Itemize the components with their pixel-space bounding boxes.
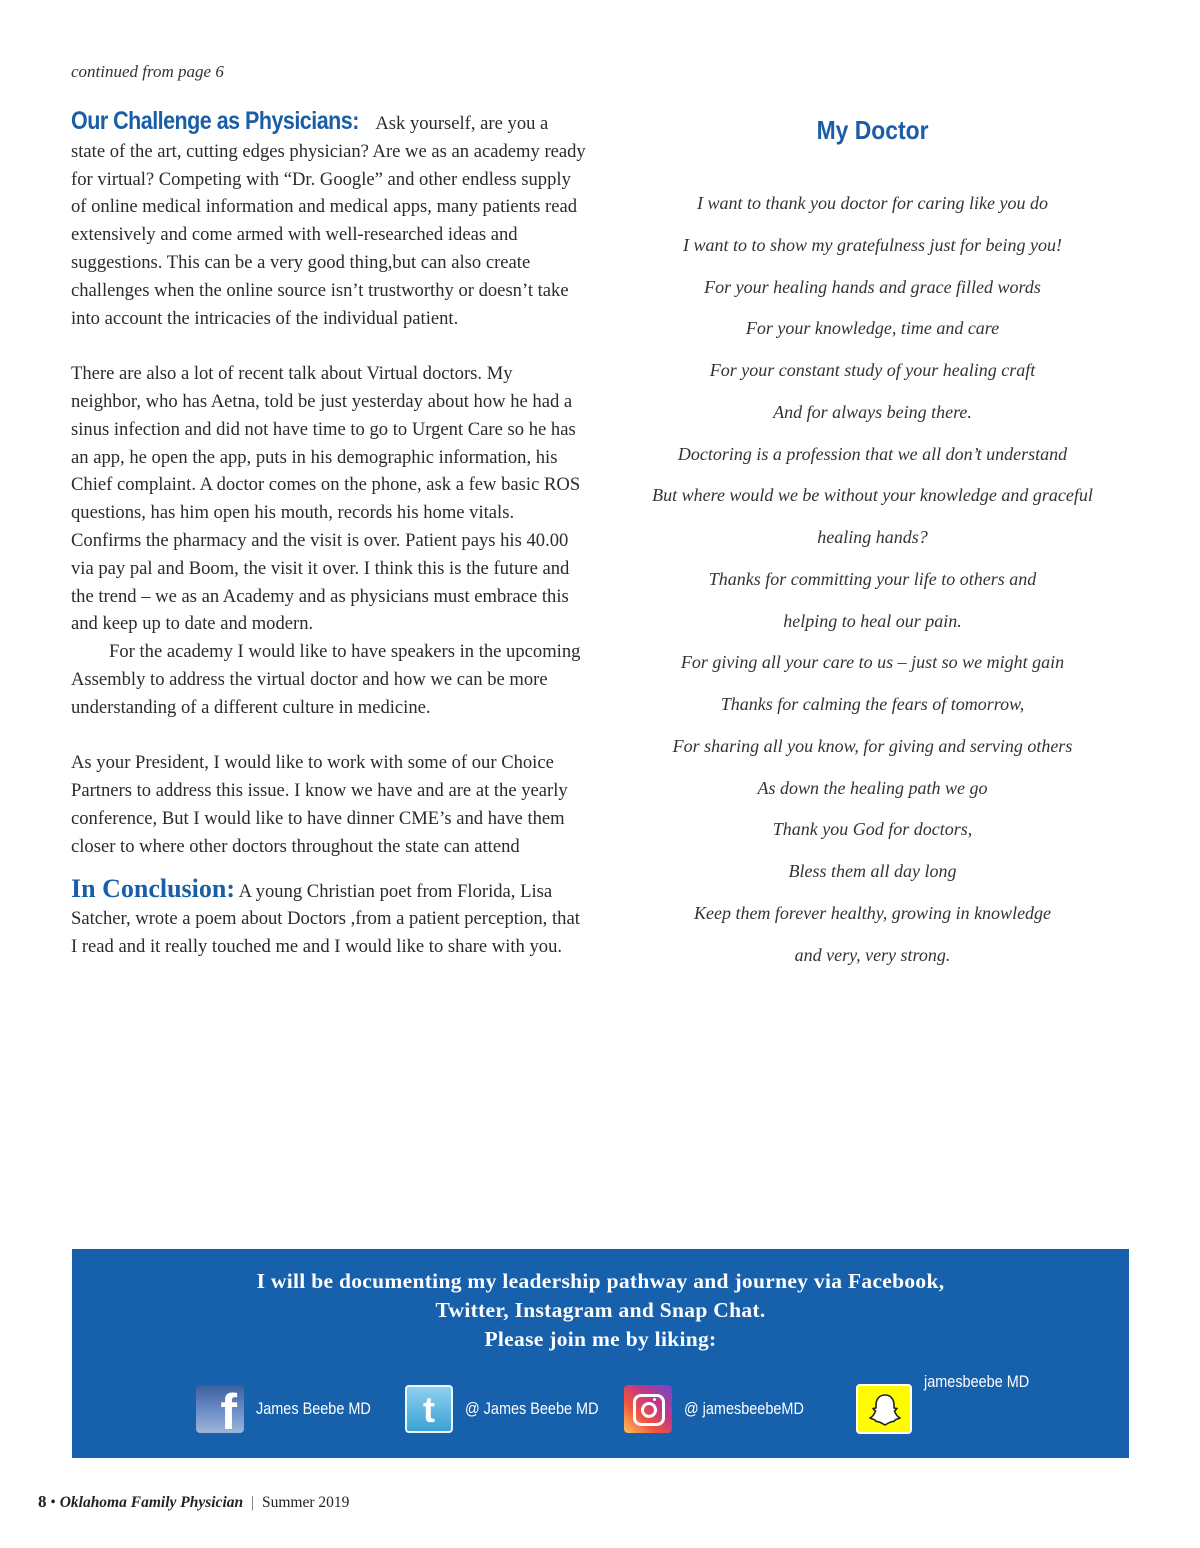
challenge-paragraph: [71, 108, 586, 332]
poem-line: Thank you God for doctors,: [772, 819, 973, 840]
issue-date: Summer 2019: [261, 1494, 350, 1511]
conclusion-heading: In Conclusion:: [71, 873, 235, 903]
poem-line: For your knowledge, time and care: [745, 318, 1000, 339]
conclusion-text: A young Christian poet from Florida, Lisa Satcher, wrote a poem about Doctors ,from a patient perception, that I read and it really touched me and I would like to share with you.: [71, 880, 580, 958]
banner-line: Twitter, Instagram and Snap Chat.: [435, 1298, 766, 1322]
poem-line: helping to heal our pain.: [783, 610, 962, 631]
poem-title: My Doctor: [816, 115, 929, 145]
twitter-link[interactable]: [405, 1384, 622, 1434]
poem-line: For your healing hands and grace filled words: [704, 276, 1041, 297]
poem-line: But where would we be without your knowledge and graceful: [652, 485, 1093, 506]
facebook-handle: James Beebe MD: [256, 1399, 371, 1418]
footer-separator: |: [251, 1494, 255, 1511]
social-banner: [72, 1249, 1129, 1458]
instagram-link[interactable]: [624, 1384, 825, 1434]
instagram-handle: @ jamesbeebeMD: [684, 1399, 804, 1418]
challenge-text: Ask yourself, are you a state of the art, cutting edges physician? Are we as an academy ready for virtual? Competing with “Dr. Google” and other endless supply of online medical information and medical apps, many patients read extensively and come armed with well-researched ideas and suggestions. This can be a very good thing,but can also create challenges when the online source isn’t trustworthy or doesn’t take into account the intricacies of the individual patient.: [71, 113, 586, 329]
facebook-icon: f: [196, 1385, 244, 1433]
challenge-heading: Our Challenge as Physicians:: [71, 107, 359, 135]
twitter-handle: @ James Beebe MD: [465, 1399, 599, 1418]
conclusion-paragraph: [71, 875, 586, 961]
assembly-paragraph: For the academy I would like to have speakers in the upcoming Assembly to address the virtual doctor and how we can be more understanding of a different culture in medicine.: [71, 641, 581, 718]
continued-note: continued from page 6: [71, 62, 224, 81]
poem-line: As down the healing path we go: [757, 777, 988, 798]
publication-name: Oklahoma Family Physician: [59, 1494, 244, 1511]
poem-line: Thanks for calming the fears of tomorrow,: [720, 694, 1025, 714]
banner-line: I will be documenting my leadership pathway and journey via Facebook,: [256, 1269, 945, 1293]
poem: [620, 115, 1125, 986]
article-column: [71, 108, 586, 961]
footer-bullet: •: [50, 1494, 56, 1511]
twitter-icon: t: [405, 1385, 453, 1433]
poem-line: Thanks for committing your life to others and: [708, 568, 1037, 589]
poem-line: For your constant study of your healing craft: [709, 360, 1036, 380]
poem-line: Bless them all day long: [788, 861, 957, 881]
snapchat-icon: [856, 1384, 912, 1434]
banner-text: [72, 1267, 1129, 1354]
poem-lines: [620, 193, 1125, 986]
poem-line: And for always being there.: [773, 401, 972, 422]
facebook-link[interactable]: [196, 1384, 391, 1440]
poem-line: and very, very strong.: [794, 944, 951, 965]
president-paragraph: As your President, I would like to work with some of our Choice Partners to address this issue. I know we have and are at the yearly conference, But I would like to have dinner CME’s and have them closer to where other doctors throughout the state can attend: [71, 752, 568, 857]
poem-line: I want to to show my gratefulness just for being you!: [683, 234, 1062, 255]
banner-line: Please join me by liking:: [484, 1327, 717, 1351]
poem-line: For sharing all you know, for giving and serving others: [672, 735, 1073, 756]
instagram-icon: [624, 1385, 672, 1433]
poem-line: Doctoring is a profession that we all don’t understand: [677, 443, 1068, 464]
poem-line: For giving all your care to us – just so we might gain: [680, 652, 1065, 673]
poem-line: healing hands?: [817, 527, 928, 547]
page-footer: [38, 1492, 349, 1512]
page-number: 8: [38, 1492, 47, 1511]
poem-line: I want to thank you doctor for caring like you do: [697, 193, 1048, 213]
snapchat-link[interactable]: [856, 1372, 1048, 1434]
virtual-doctors-paragraph: There are also a lot of recent talk about Virtual doctors. My neighbor, who has Aetna, told be just yesterday about how he had a sinus infection and did not have time to go to Urgent Care so he has an app, he open the app, puts in his demographic information, his Chief complaint. A doctor comes on the phone, ask a few basic ROS questions, has him open his mouth, records his home vitals. Confirms the pharmacy and the visit is over. Patient pays his 40.00 via pay pal and Boom, the visit it over. I think this is the future and the trend – we as an Academy and as physicians must embrace this and keep up to date and modern.: [71, 363, 581, 635]
poem-line: Keep them forever healthy, growing in knowledge: [693, 902, 1052, 923]
snapchat-handle: jamesbeebe MD: [924, 1372, 1030, 1391]
